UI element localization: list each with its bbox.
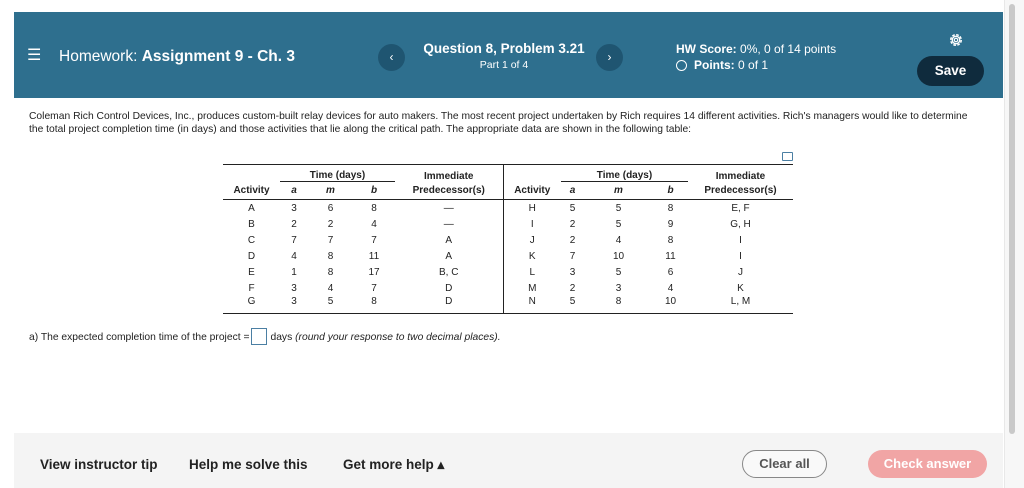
expected-completion-time-input[interactable] [251,328,267,345]
cell-m: 8 [584,296,653,314]
cell-b: 8 [667,202,674,214]
cell-a: 2 [291,218,297,230]
cell-predecessor: A [395,248,503,264]
cell-a: 5 [561,296,584,314]
cell-b: 6 [667,266,674,278]
a-col-header: a [280,182,308,200]
activity-col-header: Activity [223,182,280,200]
table-row [223,232,793,248]
cell-b: 10 [653,296,688,314]
points-status [676,58,768,72]
immediate-header-right: Immediate [688,165,793,182]
question-a [29,328,501,345]
cell-a: 7 [569,250,576,262]
cell-activity: B [248,218,255,230]
cell-activity: C [247,234,256,246]
cell-a: 3 [569,266,576,278]
get-more-help-button[interactable]: Get more help ▴ [343,457,445,472]
immediate-header-left: Immediate [395,165,503,182]
predecessor-col-header: Predecessor(s) [395,182,503,200]
cell-predecessor: E, F [731,202,750,214]
question-a-unit: days [270,332,293,343]
hw-score [676,42,836,56]
cell-a: 4 [291,250,297,262]
cell-predecessor: — [395,200,503,217]
footer-bar [14,433,1003,488]
table-row [223,296,793,314]
cell-activity: G [223,296,280,314]
predecessor-col-header: Predecessor(s) [688,182,793,200]
m-col-header: m [308,182,353,200]
cell-activity: L [529,266,536,278]
cell-b: 7 [371,234,377,246]
cell-predecessor: A [395,232,503,248]
question-part: Part 1 of 4 [479,59,529,71]
cell-b: 8 [667,234,674,246]
problem-statement: Coleman Rich Control Devices, Inc., produces custom-built relay devices for auto makers. The most recent project undertaken by Rich requires 14 different activities. Rich's managers would like to determine the total project completion time (in days) and those activities that lie along the critical path. The appropriate data are shown in the following table: [29,111,968,135]
cell-m: 10 [612,250,625,262]
cell-b: 7 [371,282,377,294]
table-row [223,200,793,217]
cell-activity: N [503,296,561,314]
cell-predecessor: J [738,266,743,278]
clear-all-button[interactable]: Clear all [742,450,827,478]
cell-predecessor: — [395,216,503,232]
cell-predecessor: I [739,250,742,262]
hw-score-value: 0%, 0 of 14 points [740,42,837,56]
cell-m: 5 [615,266,622,278]
cell-activity: D [247,250,256,262]
b-col-header: b [653,182,688,200]
assignment-name: Assignment 9 - Ch. 3 [141,48,296,65]
table-row [223,216,793,232]
cell-activity: A [248,202,255,214]
cell-m: 4 [327,282,334,294]
settings-gear-icon[interactable] [947,31,965,49]
cell-activity: K [528,250,536,262]
cell-m: 6 [327,202,334,214]
top-bar [14,12,1003,98]
cell-predecessor: L, M [688,296,793,314]
cell-activity: M [528,282,537,294]
table-row [223,264,793,280]
homework-prefix: Homework: [59,48,138,65]
save-button[interactable]: Save [917,56,984,86]
copy-table-icon[interactable] [782,152,793,161]
cell-m: 8 [327,266,334,278]
hw-score-label: HW Score: [676,42,737,56]
table-row [223,280,793,296]
cell-b: 11 [665,250,676,262]
cell-m: 5 [308,296,353,314]
points-value: 0 of 1 [738,58,769,72]
cell-m: 5 [615,202,622,214]
cell-b: 9 [667,218,674,230]
cell-a: 1 [291,266,297,278]
b-col-header: b [353,182,395,200]
homework-title [59,48,295,66]
cell-m: 5 [615,218,622,230]
question-title: Question 8, Problem 3.21 [423,41,585,56]
cell-b: 11 [368,250,380,262]
cell-activity: I [530,218,534,230]
m-col-header: m [584,182,653,200]
activity-col-header: Activity [503,182,561,200]
cell-predecessor: G, H [730,218,751,230]
rounding-hint: (round your response to two decimal places). [295,332,501,343]
scrollbar-thumb[interactable] [1009,4,1015,434]
cell-a: 3 [280,296,308,314]
time-days-header-right: Time (days) [561,165,688,182]
cell-a: 5 [569,202,576,214]
cell-predecessor: I [739,234,742,246]
check-answer-button[interactable]: Check answer [868,450,987,478]
cell-a: 2 [569,282,576,294]
cell-activity: F [248,282,255,294]
cell-activity: E [248,266,255,278]
cell-activity: J [529,234,535,246]
cell-predecessor: B, C [395,264,503,280]
cell-b: 4 [667,282,674,294]
table-row [223,248,793,264]
a-col-header: a [561,182,584,200]
time-days-header-left: Time (days) [280,165,395,182]
points-circle-icon [676,60,687,71]
cell-m: 2 [327,218,334,230]
cell-m: 7 [327,234,334,246]
cell-predecessor: D [395,280,503,296]
help-me-solve-button[interactable]: Help me solve this [189,457,308,472]
cell-m: 8 [327,250,334,262]
cell-activity: H [528,202,536,214]
question-a-prefix: a) The expected completion time of the project = [29,332,250,343]
cell-a: 3 [291,282,297,294]
cell-b: 17 [368,266,380,278]
cell-a: 7 [291,234,297,246]
points-label: Points: [694,58,735,72]
cell-predecessor: K [737,282,744,294]
cell-m: 3 [615,282,622,294]
hamburger-menu-icon[interactable]: ☰ [27,47,42,64]
next-question-button[interactable]: › [596,44,623,71]
activity-table [223,164,793,314]
cell-a: 3 [291,202,297,214]
cell-b: 8 [353,296,395,314]
cell-b: 8 [371,202,377,214]
cell-a: 2 [569,218,576,230]
view-instructor-tip-button[interactable]: View instructor tip [40,457,158,472]
cell-a: 2 [569,234,576,246]
cell-m: 4 [615,234,622,246]
cell-b: 4 [371,218,377,230]
cell-predecessor: D [395,296,503,314]
previous-question-button[interactable]: ‹ [378,44,405,71]
